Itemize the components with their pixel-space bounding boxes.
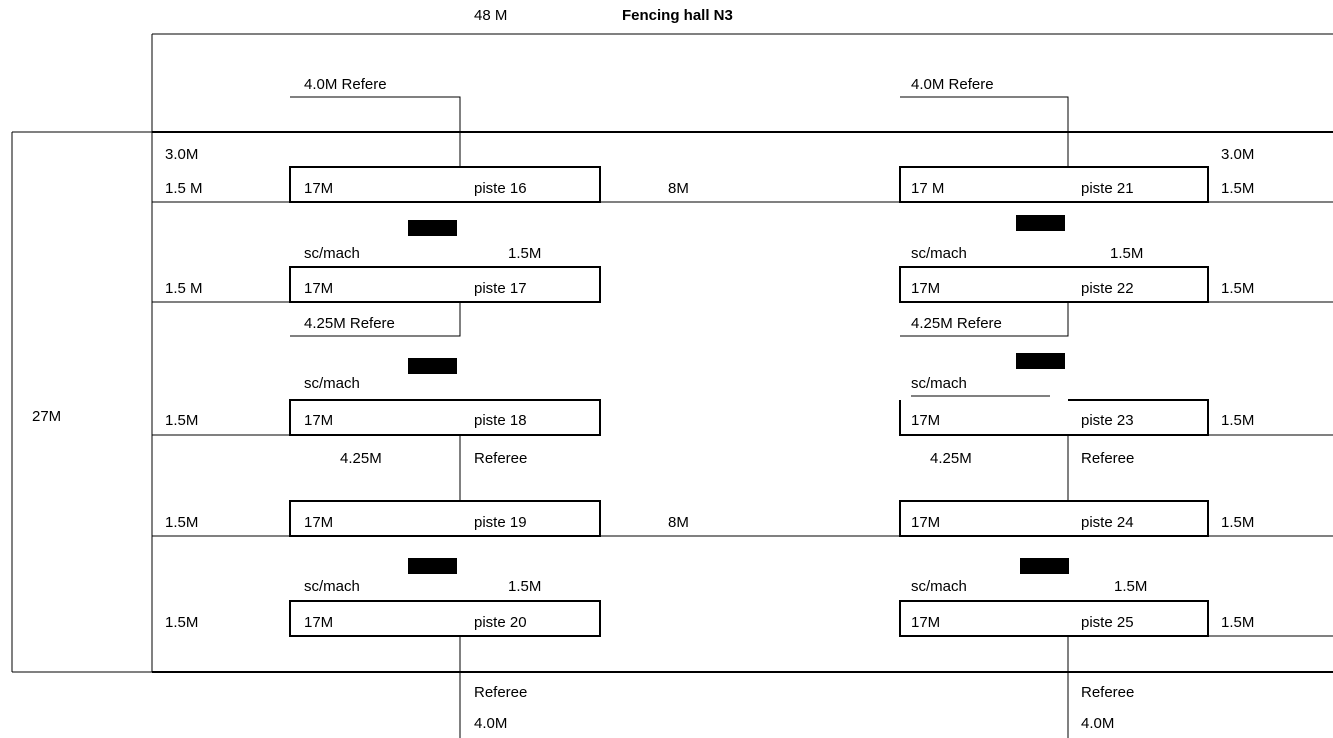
piste-24-length: 17M xyxy=(911,514,941,531)
scoring-machine-icon xyxy=(1016,353,1065,369)
scoring-spacing-right: 1.5M xyxy=(1110,245,1144,262)
piste-20-side: 1.5M xyxy=(165,614,199,631)
scoring-label-right: sc/mach xyxy=(911,578,967,595)
piste-21-name: piste 21 xyxy=(1081,180,1134,197)
scoring-label-left: sc/mach xyxy=(304,245,360,262)
piste-25-strip xyxy=(900,601,1208,636)
piste-19-strip xyxy=(290,501,600,536)
referee-word-left: Referee xyxy=(474,450,528,467)
piste-20-length: 17M xyxy=(304,614,334,631)
top-margin-left-label: 3.0M xyxy=(165,146,199,163)
mid-referee-right-label: 4.25M Refere xyxy=(911,315,1002,332)
scoring-label-left: sc/mach xyxy=(304,578,360,595)
scoring-spacing-right: 1.5M xyxy=(1114,578,1148,595)
piste-19-side: 1.5M xyxy=(165,514,199,531)
scoring-machine-icon xyxy=(1016,215,1065,231)
piste-20-name: piste 20 xyxy=(474,614,527,631)
scoring-machine-icon xyxy=(408,220,457,236)
referee-distance-left: 4.25M xyxy=(340,450,382,467)
piste-16-name: piste 16 xyxy=(474,180,527,197)
piste-17-strip xyxy=(290,267,600,302)
piste-25-length: 17M xyxy=(911,614,941,631)
bottom-referee-left-distance: 4.0M xyxy=(474,715,508,732)
piste-18-strip xyxy=(290,400,600,435)
piste-17-side: 1.5 M xyxy=(165,280,203,297)
hall-height-label: 27M xyxy=(32,408,62,425)
row4-gap-label: 8M xyxy=(668,514,689,531)
mid-referee-left-label: 4.25M Refere xyxy=(304,315,395,332)
piste-23-name: piste 23 xyxy=(1081,412,1134,429)
piste-24-strip xyxy=(900,501,1208,536)
page-title: Fencing hall N3 xyxy=(622,7,733,24)
row1-gap-label: 8M xyxy=(668,180,689,197)
piste-19-name: piste 19 xyxy=(474,514,527,531)
piste-24-side: 1.5M xyxy=(1221,514,1255,531)
scoring-machine-icon xyxy=(408,558,457,574)
top-referee-left-label: 4.0M Refere xyxy=(304,76,387,93)
piste-21-strip xyxy=(900,167,1208,202)
hall-width-label: 48 M xyxy=(474,7,508,24)
scoring-machine-icon xyxy=(408,358,457,374)
referee-word-right: Referee xyxy=(1081,450,1135,467)
piste-25-side: 1.5M xyxy=(1221,614,1255,631)
piste-17-length: 17M xyxy=(304,280,334,297)
scoring-label-right: sc/mach xyxy=(911,375,967,392)
top-margin-right-label: 3.0M xyxy=(1221,146,1255,163)
piste-23-strip xyxy=(900,400,1208,435)
scoring-machine-icon xyxy=(1020,558,1069,574)
referee-distance-right: 4.25M xyxy=(930,450,972,467)
piste-21-side: 1.5M xyxy=(1221,180,1255,197)
piste-22-name: piste 22 xyxy=(1081,280,1134,297)
piste-16-length: 17M xyxy=(304,180,334,197)
scoring-spacing-left: 1.5M xyxy=(508,578,542,595)
piste-25-name: piste 25 xyxy=(1081,614,1134,631)
piste-21-length: 17 M xyxy=(911,180,945,197)
piste-23-side: 1.5M xyxy=(1221,412,1255,429)
piste-18-length: 17M xyxy=(304,412,334,429)
piste-22-side: 1.5M xyxy=(1221,280,1255,297)
piste-19-length: 17M xyxy=(304,514,334,531)
scoring-label-right: sc/mach xyxy=(911,245,967,262)
bottom-referee-right-word: Referee xyxy=(1081,684,1135,701)
piste-18-side: 1.5M xyxy=(165,412,199,429)
piste-16-strip xyxy=(290,167,600,202)
piste-20-strip xyxy=(290,601,600,636)
piste-18-name: piste 18 xyxy=(474,412,527,429)
bottom-referee-left-word: Referee xyxy=(474,684,528,701)
piste-22-strip xyxy=(900,267,1208,302)
top-referee-right-label: 4.0M Refere xyxy=(911,76,994,93)
piste-16-side: 1.5 M xyxy=(165,180,203,197)
piste-24-name: piste 24 xyxy=(1081,514,1134,531)
bottom-referee-right-distance: 4.0M xyxy=(1081,715,1115,732)
scoring-spacing-left: 1.5M xyxy=(508,245,542,262)
scoring-label-left: sc/mach xyxy=(304,375,360,392)
piste-22-length: 17M xyxy=(911,280,941,297)
piste-17-name: piste 17 xyxy=(474,280,527,297)
piste-23-length: 17M xyxy=(911,412,941,429)
